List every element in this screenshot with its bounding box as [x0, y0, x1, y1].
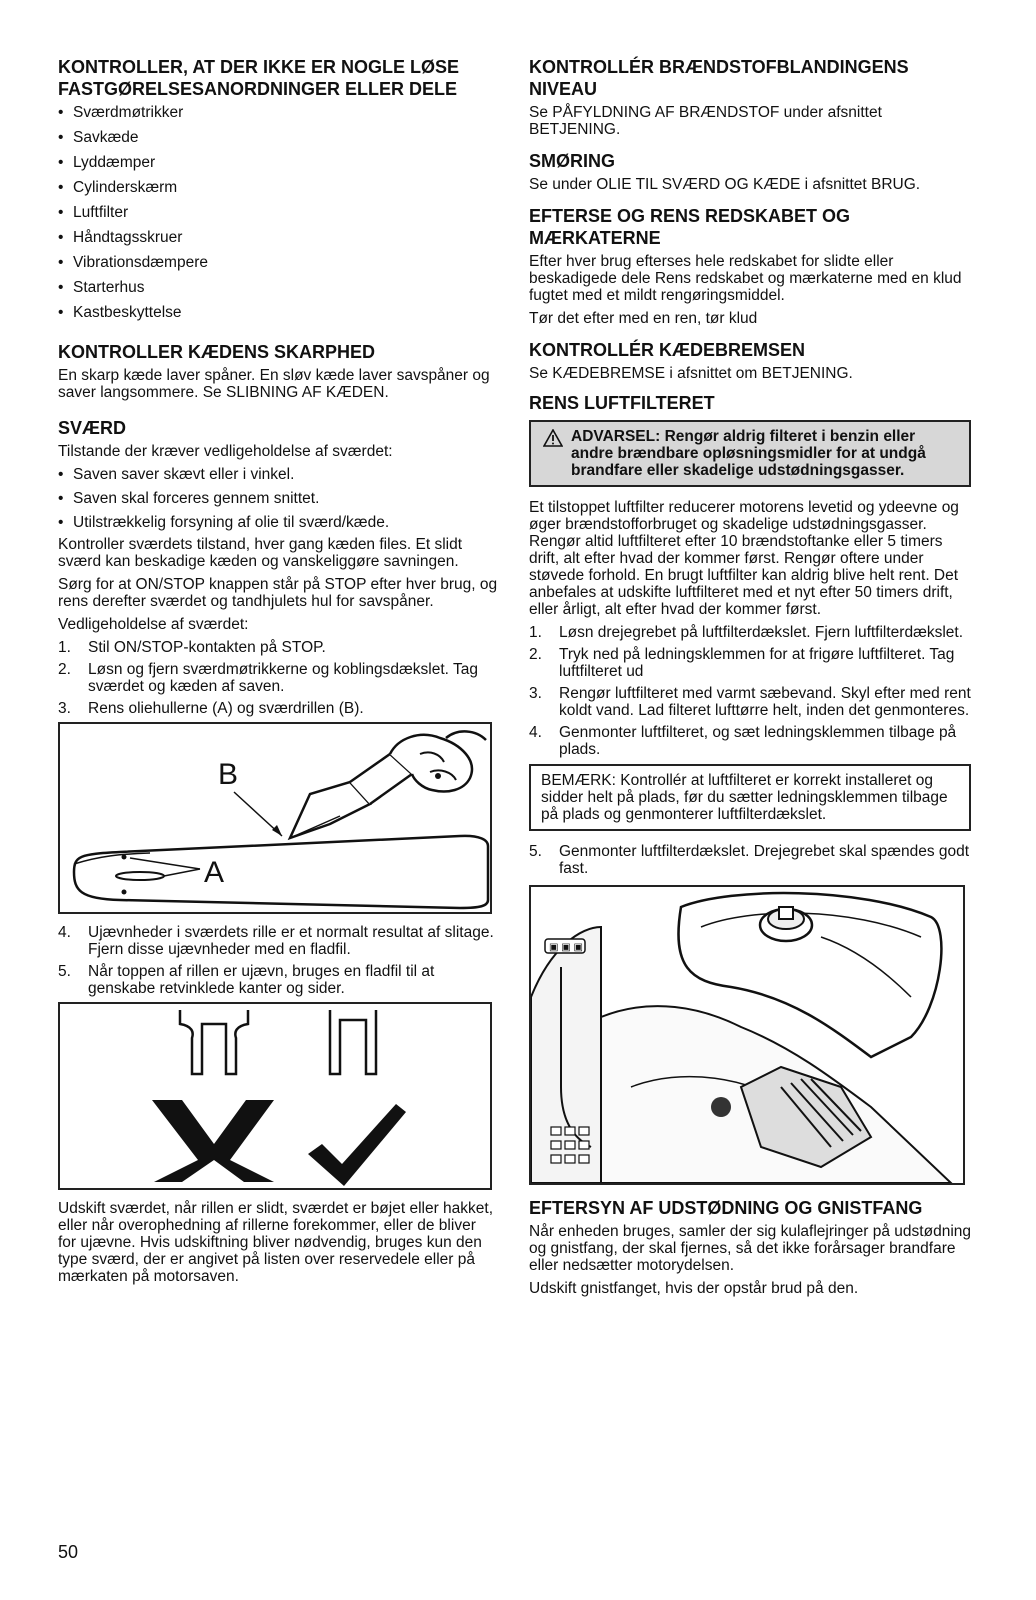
bar-paragraph-2: Sørg for at ON/STOP knappen står på STOP efter hver brug, og rens derefter sværdet og tandhjulets hul for savspåner.	[58, 576, 498, 610]
groove-profile-figure	[58, 1002, 492, 1190]
lubrication-heading: SMØRING	[529, 151, 616, 171]
air-filter-figure	[529, 885, 965, 1185]
cross-icon	[152, 1100, 274, 1182]
sharpness-heading: KONTROLLER KÆDENS SKARPHED	[58, 342, 376, 362]
list-item: • Saven saver skævt eller i vinkel.	[58, 466, 498, 483]
brake-heading: KONTROLLÉR KÆDEBREMSEN	[529, 340, 806, 360]
list-item: 4. Ujævnheder i sværdets rille er et normalt resultat af slitage. Fjern disse ujævnheder med en fladfil.	[58, 924, 494, 958]
left-column	[58, 56, 498, 1291]
bar-conditions-list	[58, 466, 498, 531]
bar-steps-a	[58, 639, 498, 717]
fuel-text: Se PÅFYLDNING AF BRÆNDSTOF under afsnittet BETJENING.	[529, 104, 882, 138]
lubrication-section	[529, 150, 971, 193]
bar-paragraph-3: Vedligeholdelse af sværdet:	[58, 616, 249, 633]
list-item: 2. Tryk ned på ledningsklemmen for at frigøre luftfilteret. Tag luftfilteret ud	[529, 646, 955, 680]
exhaust-paragraph-1: Når enheden bruges, samler der sig kulaflejringer på udstødning og gnistfang, der skal fjernes, så det ikke forårsager brandfare eller nedsætter motorydelsen.	[529, 1223, 971, 1274]
sharpness-section	[58, 341, 498, 401]
inspect-heading: EFTERSE OG RENS REDSKABET OG MÆRKATERNE	[529, 206, 851, 248]
list-item: • Saven skal forceres gennem snittet.	[58, 490, 498, 507]
list-item: • Savkæde	[58, 129, 498, 146]
list-item: 1. Løsn drejegrebet på luftfilterdækslet. Fjern luftfilterdækslet.	[529, 624, 964, 641]
fuel-heading: KONTROLLÉR BRÆNDSTOFBLANDINGENS NIVEAU	[529, 57, 909, 99]
warning-text: ADVARSEL: Rengør aldrig filteret i benzin eller andre brændbare opløsningsmidler for at undgå brandfare eller skadelige udstødningsgasser.	[571, 428, 926, 479]
bar-section	[58, 417, 498, 1285]
right-column	[529, 56, 971, 1303]
page-number: 50	[58, 1542, 79, 1562]
inspect-paragraph-1: Efter hver brug efterses hele redskabet for slidte eller beskadigede dele Rens redskabet og mærkaterne med en klud fugtet med et mildt rengøringsmiddel.	[529, 253, 962, 304]
bar-cleaning-illustration	[60, 724, 490, 912]
groove-profile-illustration	[60, 1004, 490, 1188]
bar-paragraph-1: Kontroller sværdets tilstand, hver gang kæden files. Et slidt sværd kan beskadige kæden og vanskeliggøre savningen.	[58, 536, 463, 570]
bar-steps-b	[58, 924, 498, 997]
exhaust-paragraph-2: Udskift gnistfanget, hvis der opstår brud på den.	[529, 1280, 859, 1297]
brake-text: Se KÆDEBREMSE i afsnittet om BETJENING.	[529, 365, 853, 382]
list-item: • Utilstrækkelig forsyning af olie til sværd/kæde.	[58, 514, 498, 531]
list-item: 3. Rens oliehullerne (A) og sværdrillen (B).	[58, 700, 364, 717]
list-item: 1. Stil ON/STOP-kontakten på STOP.	[58, 639, 326, 656]
air-filter-section	[529, 392, 971, 1185]
fuel-section	[529, 56, 971, 138]
warning-box	[529, 420, 971, 487]
list-item: 2. Løsn og fjern sværdmøtrikkerne og koblingsdækslet. Tag sværdet og kæden af saven.	[58, 661, 478, 695]
list-item: 4. Genmonter luftfilteret, og sæt ledningsklemmen tilbage på plads.	[529, 724, 957, 758]
air-filter-illustration	[531, 887, 963, 1183]
list-item: • Cylinderskærm	[58, 179, 498, 196]
bar-paragraph-4: Udskift sværdet, når rillen er slidt, sværdet er bøjet eller hakket, eller når overophedning af rillerne forekommer, eller de bliver for ujævne. Hvis udskiftning bliver nødvendig, bruges kun den type sværd, der er angivet på listen over reservedele eller på mærkaten på motorsaven.	[58, 1200, 494, 1285]
list-item: • Kastbeskyttelse	[58, 304, 498, 321]
label-a: A	[204, 856, 225, 889]
air-filter-steps	[529, 624, 971, 758]
bar-heading: SVÆRD	[58, 418, 127, 438]
svg-text:▣ ▣ ▣: ▣ ▣ ▣	[549, 942, 583, 953]
exhaust-heading: EFTERSYN AF UDSTØDNING OG GNISTFANG	[529, 1198, 923, 1218]
air-filter-step-5	[529, 843, 971, 877]
note-box	[529, 764, 971, 831]
list-item: • Luftfilter	[58, 204, 498, 221]
loose-parts-section	[58, 56, 498, 321]
inspect-section	[529, 205, 971, 327]
sharpness-text: En skarp kæde laver spåner. En sløv kæde laver savspåner og saver langsommere. Se SLIBNING AF KÆDEN.	[58, 367, 490, 401]
air-filter-heading: RENS LUFTFILTERET	[529, 393, 715, 413]
list-item: • Starterhus	[58, 279, 498, 296]
list-item: 3. Rengør luftfilteret med varmt sæbevand. Skyl efter med rent koldt vand. Lad filteret lufttørre helt, inden det genmonteres.	[529, 685, 971, 719]
list-item: 5. Genmonter luftfilterdækslet. Drejegrebet skal spændes godt fast.	[529, 843, 970, 877]
list-item: • Lyddæmper	[58, 154, 498, 171]
list-item: • Vibrationsdæmpere	[58, 254, 498, 271]
loose-parts-list	[58, 104, 498, 321]
checkmark-icon	[308, 1104, 406, 1186]
label-b: B	[218, 758, 239, 791]
brake-section	[529, 339, 971, 382]
inspect-paragraph-2: Tør det efter med en ren, tør klud	[529, 310, 758, 327]
lubrication-text: Se under OLIE TIL SVÆRD OG KÆDE i afsnittet BRUG.	[529, 176, 921, 193]
exhaust-section	[529, 1197, 971, 1297]
list-item: 5. Når toppen af rillen er ujævn, bruges en fladfil til at genskabe retvinklede kanter og sider.	[58, 963, 435, 997]
list-item: • Håndtagsskruer	[58, 229, 498, 246]
note-text: BEMÆRK: Kontrollér at luftfilteret er korrekt installeret og sidder helt på plads, før du sætter ledningsklemmen tilbage på plads og genmonterer luftfilterdækslet.	[541, 772, 948, 823]
warning-icon	[543, 429, 563, 447]
air-filter-text: Et tilstoppet luftfilter reducerer motorens levetid og ydeevne og øger brændstofforbruget og skadelige udstødningsgasser. Rengør altid luftfilteret efter 10 brændstoftanke eller 5 timers drift, alt efter hvad der kommer først. Rengør oftere under støvede forhold. En brugt luftfilter kan aldrig blive helt rent. Det anbefales at udskifte luftfilteret med et nyt efter 50 timers drift, eller årligt, alt efter hvad der kommer først.	[529, 499, 959, 618]
bar-cleaning-figure	[58, 722, 492, 914]
list-item: • Sværdmøtrikker	[58, 104, 498, 121]
bar-intro: Tilstande der kræver vedligeholdelse af sværdet:	[58, 443, 393, 460]
loose-parts-heading: KONTROLLER, AT DER IKKE ER NOGLE LØSE FASTGØRELSESANORDNINGER ELLER DELE	[58, 57, 460, 99]
